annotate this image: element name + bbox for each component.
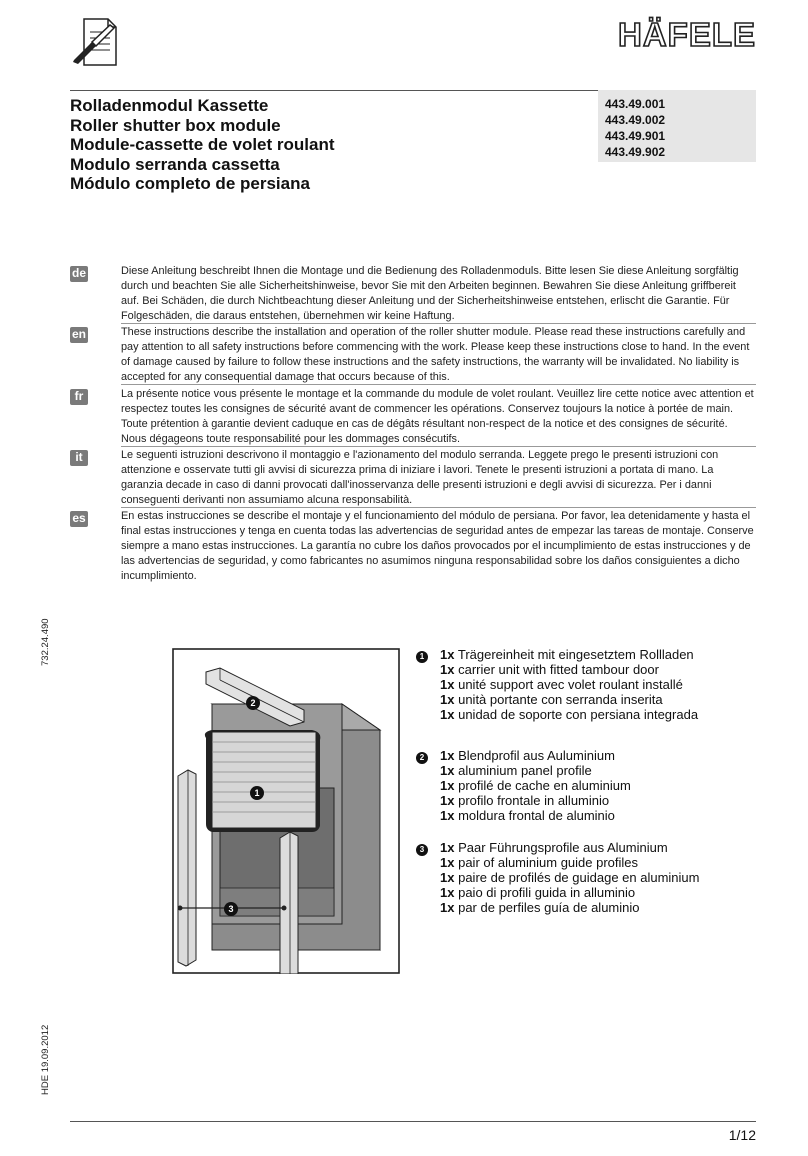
part-line: 1x Trägereinheit mit eingesetztem Rollladen — [440, 647, 694, 662]
lang-tag-en: en — [71, 327, 86, 341]
callout-3: 3 — [224, 902, 238, 916]
article-number: 443.49.901 — [605, 129, 666, 143]
part-line: 1x pair of aluminium guide profiles — [440, 855, 639, 870]
brand-text: HÄFELE — [618, 16, 756, 50]
part-line: 1x profilo frontale in alluminio — [440, 793, 610, 808]
callout-1: 1 — [250, 786, 264, 800]
lang-text-it: Le seguenti istruzioni descrivono il montaggio e l'azionamento del modulo serranda. Leggete prego le presenti istruzioni con attenzione e osservate tutti gli avvisi di sicurezza prima di iniziare i lavori. Tenete le presenti istruzioni a portata di mano. La garanzia decade in caso di danni provocati dall'inosservanza delle presenti istruzioni e degli avvisi di sicurezza. Per i danni conseguenti derivanti non assumiamo alcuna responsabilità. — [121, 449, 719, 506]
lang-text-de: Diese Anleitung beschreibt Ihnen die Montage und die Bedienung des Rolladenmoduls. Bitte lesen Sie diese Anleitung sorgfältig durch und beachten Sie alle Sicherheitshinweise, bevor Sie mit den Arbeiten beginnen. Bewahren Sie diese Anleitung griffbereit auf. Bei Schäden, die durch Nichtbeachtung dieser Anleitung und der Sicherheitshinweise entstehen, erlischt die Garantie. Für Folgeschäden, die daraus entstehen, übernehmen wir keine Haftung. — [121, 265, 739, 322]
part-number-badge: 1 — [416, 651, 428, 663]
part-line: 1x Blendprofil aus Auluminium — [440, 748, 615, 763]
lang-text-en: These instructions describe the installation and operation of the roller shutter module. Please read these instructions carefully and pay attention to all safety instructions before commencing with the work. Please keep these instructions close to hand. In the event of damage caused by failure to follow these instructions and the safety instructions, the warranty will be invalidated. No liability is accepted for any consequential damage that occurs because of this. — [121, 326, 750, 383]
part-line: 1x par de perfiles guía de aluminio — [440, 900, 640, 915]
header-rule — [70, 90, 598, 91]
article-number: 443.49.902 — [605, 145, 666, 159]
title-block — [70, 96, 590, 194]
part-line: 1x paire de profilés de guidage en aluminium — [440, 870, 700, 885]
lang-tag-it: it — [70, 450, 88, 466]
part-number-badge: 2 — [416, 752, 428, 764]
title-en: Roller shutter box module — [70, 115, 281, 135]
title-de: Rolladenmodul Kassette — [70, 96, 269, 115]
part-line: 1x unité support avec volet roulant installé — [440, 677, 683, 692]
footer-rule — [70, 1121, 756, 1122]
lang-tag-de: de — [71, 266, 86, 280]
part-number-badge: 3 — [416, 844, 428, 856]
title-it: Modulo serranda cassetta — [70, 154, 280, 174]
part-line: 1x moldura frontal de aluminio — [440, 808, 615, 823]
lang-text-es: En estas instrucciones se describe el montaje y el funcionamiento del módulo de persiana. Por favor, lea detenidamente y hasta el final estas instrucciones y tenga en cuenta todas las advertencias de seguridad antes de empezar las tareas de montaje. Conserve siempre a mano estas instrucciones. La garantía no cubre los daños provocados por el incumplimiento de estas instrucciones y de las advertencias de seguridad, y como fabricantes no asumimos ninguna responsabilidad sobre los daños consiguientes a dicho incumplimiento. — [121, 510, 754, 582]
part-line: 1x Paar Führungsprofile aus Aluminium — [440, 840, 668, 855]
assembly-illustration — [172, 648, 400, 974]
lang-divider — [121, 384, 756, 385]
callout-2: 2 — [246, 696, 260, 710]
lang-tag-es: es — [70, 511, 88, 527]
part-line: 1x carrier unit with fitted tambour door — [440, 662, 659, 677]
hafele-logo — [570, 14, 758, 50]
lang-text-fr: La présente notice vous présente le montage et la commande du module de volet roulant. Veuillez lire cette notice avec attention et respectez toutes les consignes de sécurité avant de commencer les opérations. Conservez toujours la notice à portée de main. Toute prétention à garantie devient caduque en cas de dégâts résultant non-respect de la notice et des consignes de sécurité. Nous dégageons toute responsabilité pour les dommages consécutifs. — [121, 388, 754, 445]
part-line: 1x unità portante con serranda inserita — [440, 692, 663, 707]
lang-divider — [121, 446, 756, 447]
part-line: 1x profilé de cache en aluminium — [440, 778, 631, 793]
article-number: 443.49.001 — [605, 97, 666, 111]
title-fr: Module-cassette de volet roulant — [70, 135, 335, 154]
part-line: 1x paio di profili guida in alluminio — [440, 885, 636, 900]
title-es: Módulo completo de persiana — [70, 174, 310, 193]
doc-date: HDE 19.09.2012 — [40, 1024, 51, 1095]
lang-tag-fr: fr — [70, 389, 88, 405]
screwdriver-document-icon — [70, 16, 122, 68]
part-line: 1x unidad de soporte con persiana integrada — [440, 707, 699, 722]
doc-number: 732.24.490 — [40, 618, 51, 666]
lang-divider — [121, 323, 756, 324]
lang-divider — [121, 507, 756, 508]
article-number: 443.49.002 — [605, 113, 666, 127]
part-line: 1x aluminium panel profile — [440, 763, 592, 778]
page-number: 1/12 — [728, 1127, 756, 1143]
article-numbers-box — [598, 90, 756, 162]
